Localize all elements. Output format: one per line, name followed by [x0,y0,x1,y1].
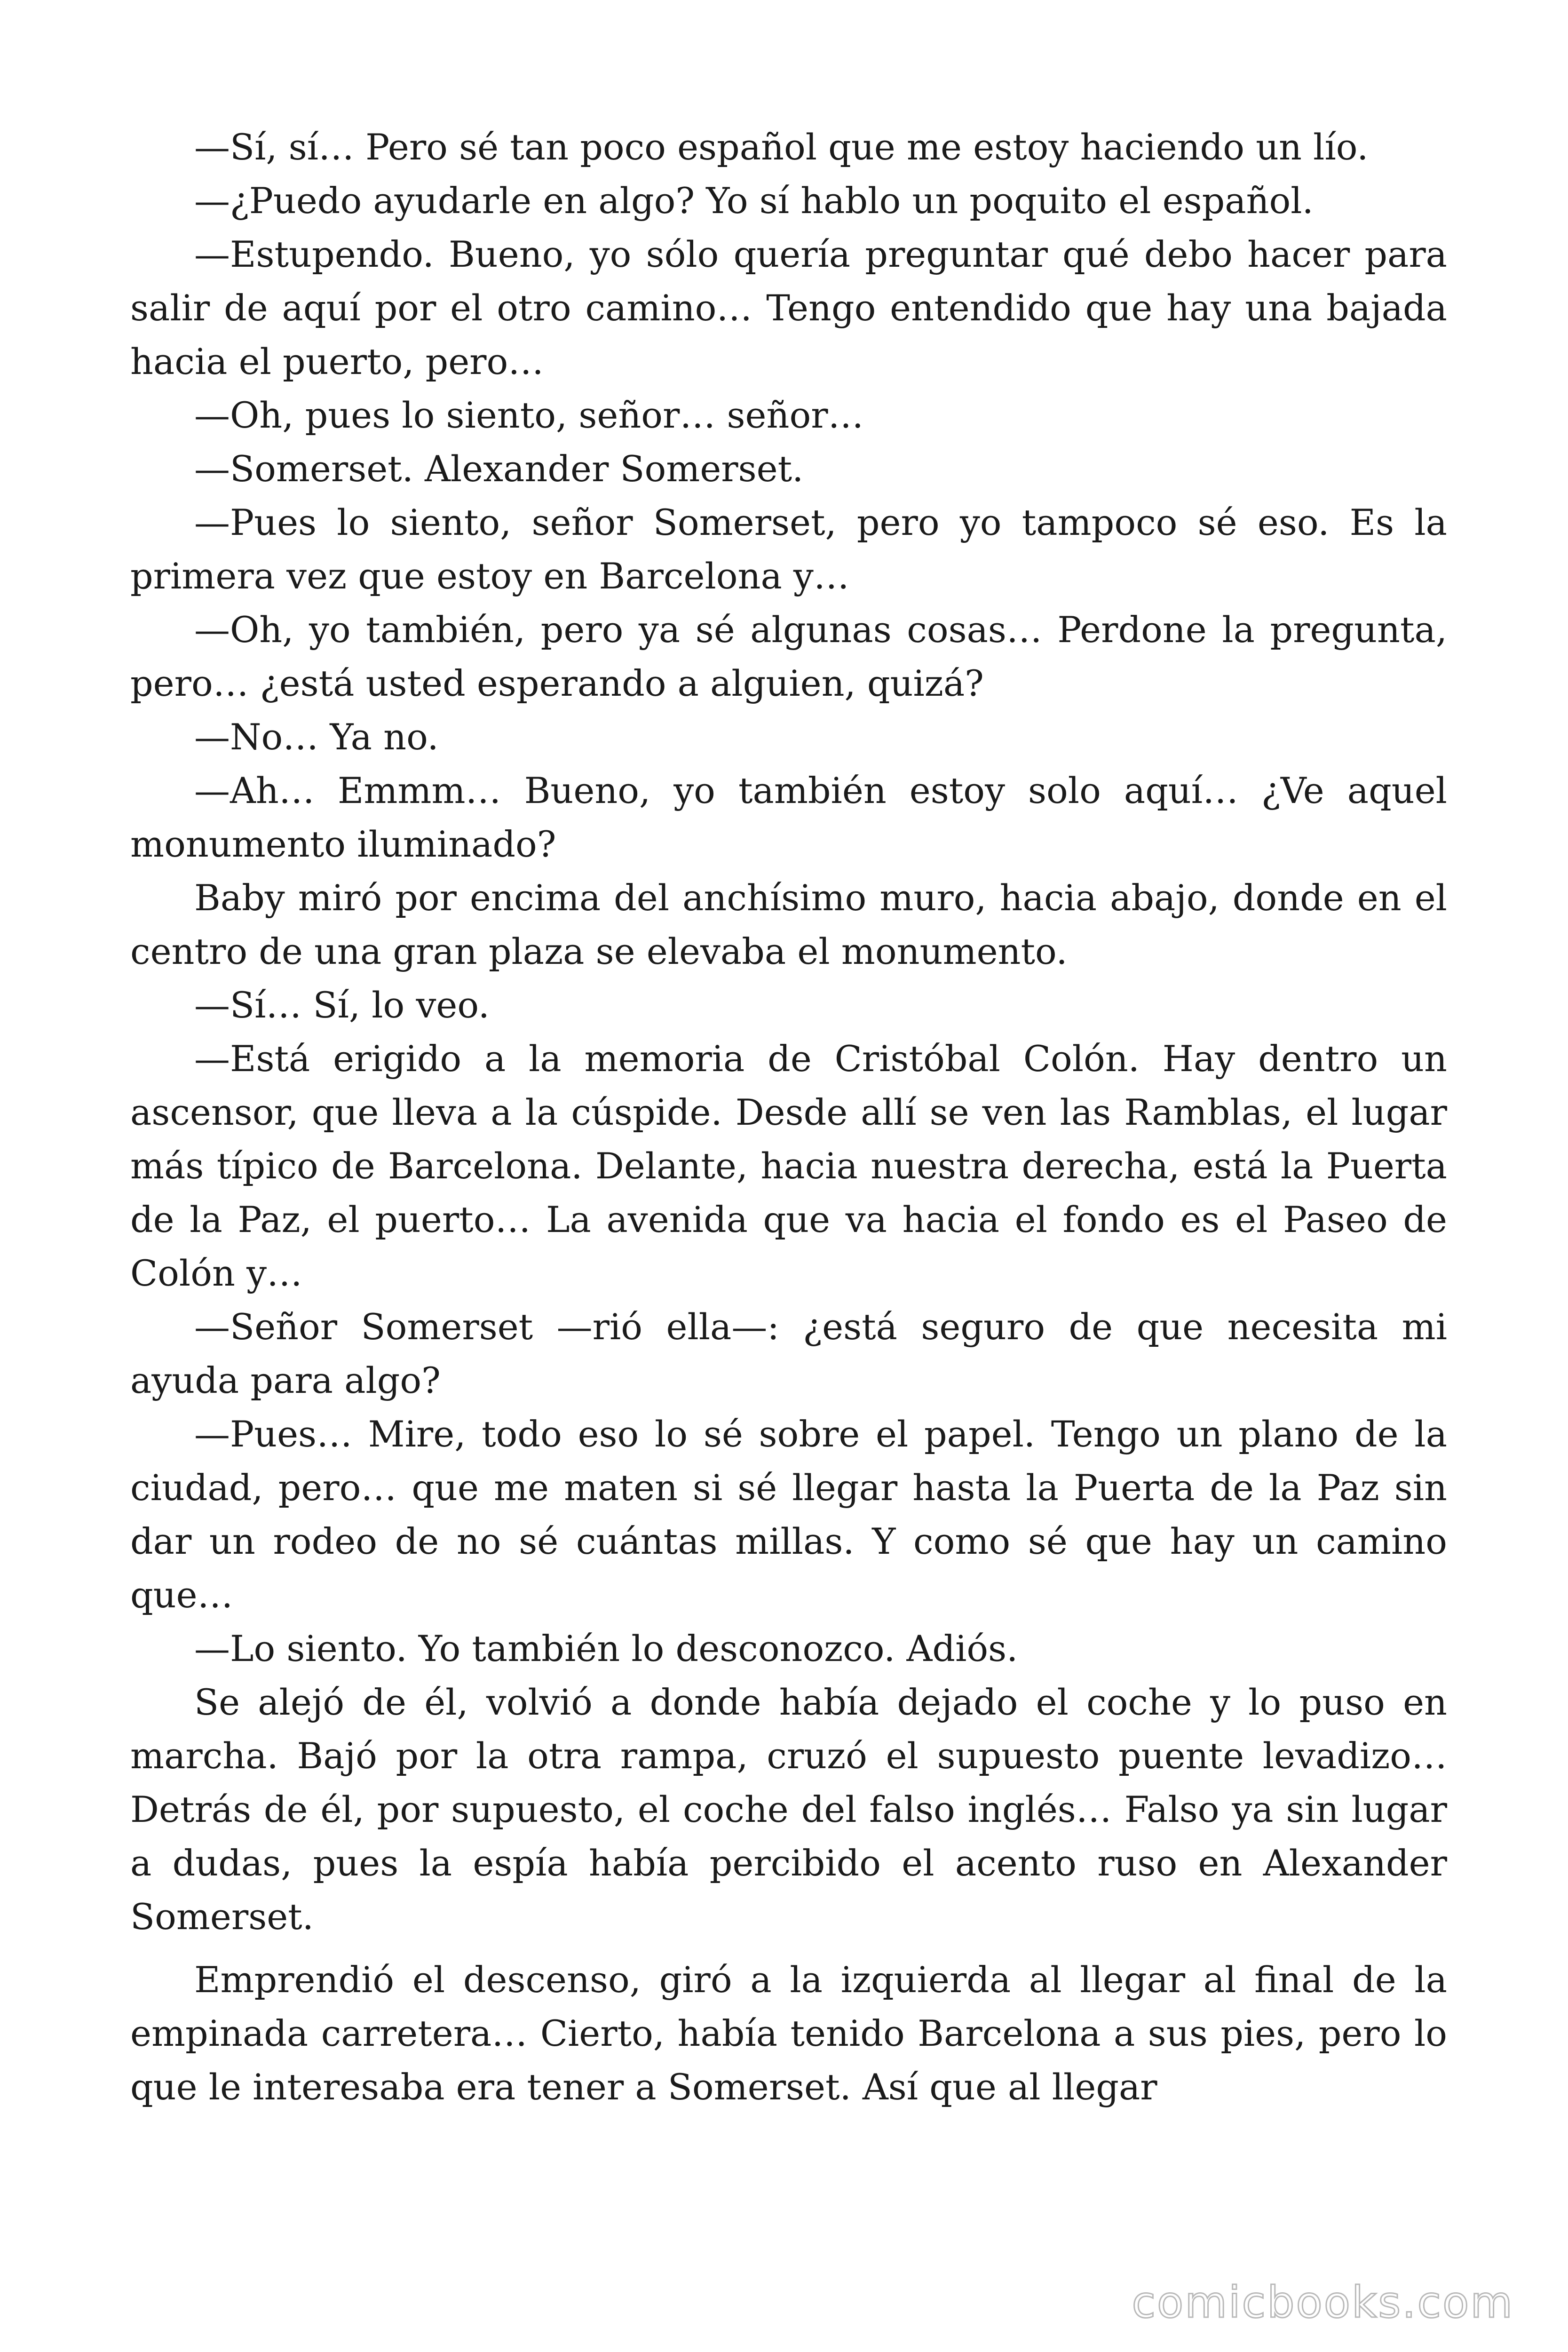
paragraph-11: —Sí… Sí, lo veo. [194,984,490,1026]
paragraph-17: Emprendió el descenso, giró a la izquierda al llegar al final de la empinada carretera… Cierto, había tenido Barcelona a sus pies, pero lo que le interesaba era tener a Somerset. Así que al llegar [130,1959,1447,2108]
paragraph-10: Baby miró por encima del anchísimo muro, hacia abajo, donde en el centro de una gran plaza se elevaba el monumento. [130,877,1447,972]
watermark: comicbooks.com [1132,2277,1514,2328]
paragraph-13: —Señor Somerset —rió ella—: ¿está seguro de que necesita mi ayuda para algo? [130,1306,1447,1401]
paragraph-15: —Lo siento. Yo también lo desconozco. Adiós. [194,1628,1018,1669]
paragraph-12: —Está erigido a la memoria de Cristóbal Colón. Hay dentro un ascensor, que lleva a la cúspide. Desde allí se ven las Ramblas, el lugar más típico de Barcelona. Delante, hacia nuestra derecha, está la Puerta de la Paz, el puerto… La avenida que va hacia el fondo es el Paseo de Colón y… [130,1038,1447,1294]
paragraph-9: —Ah… Emmm… Bueno, yo también estoy solo aquí… ¿Ve aquel monumento iluminado? [130,770,1447,865]
paragraph-2: —¿Puedo ayudarle en algo? Yo sí hablo un poquito el español. [194,180,1314,222]
paragraph-16: Se alejó de él, volvió a donde había dejado el coche y lo puso en marcha. Bajó por la otra rampa, cruzó el supuesto puente levadizo… Detrás de él, por supuesto, el coche del falso inglés… Falso ya sin lugar a dudas, pues la espía había percibido el acento ruso en Alexander Somerset. [130,1681,1447,1938]
paragraph-6: —Pues lo siento, señor Somerset, pero yo tampoco sé eso. Es la primera vez que estoy en Barcelona y… [130,501,1447,597]
paragraph-5: —Somerset. Alexander Somerset. [194,448,804,490]
body-text [130,120,1447,2114]
paragraph-4: —Oh, pues lo siento, señor… señor… [194,394,864,436]
paragraph-14: —Pues… Mire, todo eso lo sé sobre el papel. Tengo un plano de la ciudad, pero… que me maten si sé llegar hasta la Puerta de la Paz sin dar un rodeo de no sé cuántas millas. Y como sé que hay un camino que… [130,1413,1447,1616]
paragraph-1: —Sí, sí… Pero sé tan poco español que me estoy haciendo un lío. [194,126,1369,168]
paragraph-8: —No… Ya no. [194,716,439,758]
paragraph-3: —Estupendo. Bueno, yo sólo quería preguntar qué debo hacer para salir de aquí por el otro camino… Tengo entendido que hay una bajada hacia el puerto, pero… [130,233,1447,382]
paragraph-7: —Oh, yo también, pero ya sé algunas cosas… Perdone la pregunta, pero… ¿está usted esperando a alguien, quizá? [130,609,1447,704]
